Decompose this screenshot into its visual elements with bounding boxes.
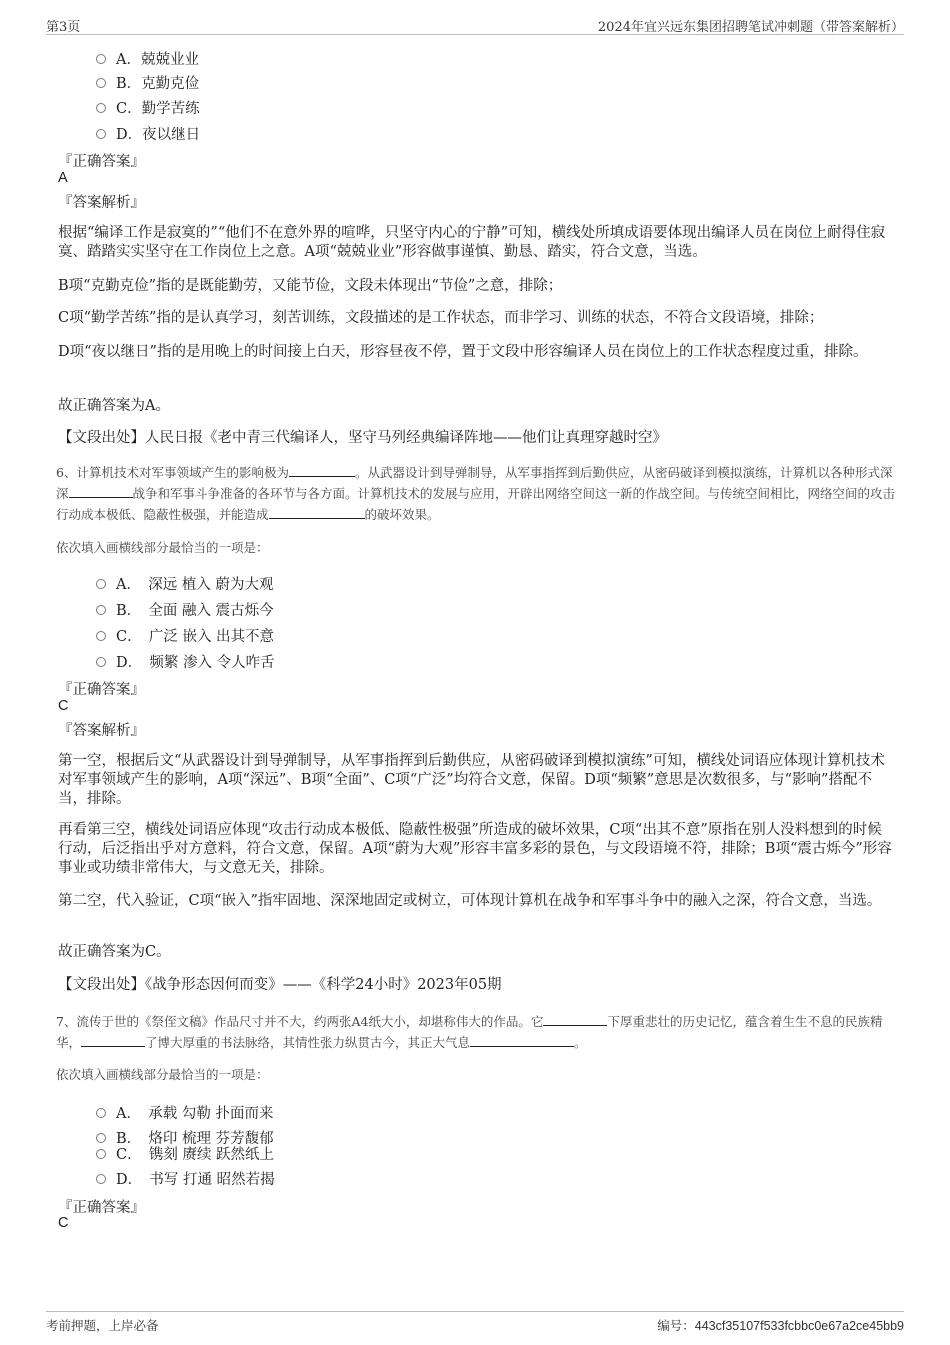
q6-stem: 6、计算机技术对军事领域产生的影响极为 。从武器设计到导弹制导，从军事指挥到后勤供应，从密码破译到模拟演练，计算机以各种形式深深 战争和军事斗争准备的各环节与各方面。计算机技术的发展与应用，开辟出网络空间这一新的作战空间。与传统空间相比，网络空间的攻击行动成本极低、隐蔽性极强，并能造成 的破坏效果。: [56, 462, 900, 525]
fill-blank: [543, 1011, 607, 1026]
q7-option-d[interactable]: D． 书写 打通 昭然若揭: [96, 1168, 275, 1189]
q7-stem: 7、流传于世的《祭侄文稿》作品尺寸并不大，约两张A4纸大小，却堪称伟大的作品。它 下厚重悲壮的历史记忆，蕴含着生生不息的民族精华， 了博大厚重的书法脉络，其情性张力纵贯古今，其正大气息 。: [56, 1011, 900, 1053]
q5-source: 【文段出处】人民日报《老中青三代编译人，坚守马列经典编译阵地——他们让真理穿越时空》: [58, 430, 667, 446]
q6-prompt: 依次填入画横线部分最恰当的一项是：: [56, 540, 269, 555]
q7-prompt: 依次填入画横线部分最恰当的一项是：: [56, 1067, 269, 1082]
fill-blank: [269, 504, 365, 519]
q6-conclusion: 故正确答案为C。: [58, 944, 171, 960]
radio-icon[interactable]: [96, 579, 106, 589]
q5-option-b[interactable]: B．克勤克俭: [96, 72, 199, 93]
radio-icon[interactable]: [96, 1174, 106, 1184]
document-title: 2024年宜兴远东集团招聘笔试冲刺题（带答案解析）: [597, 20, 904, 35]
q6-analysis-label: 『答案解析』: [58, 723, 145, 739]
q5-option-d[interactable]: D．夜以继日: [96, 123, 200, 144]
page-footer: [46, 1311, 904, 1334]
q7-option-b[interactable]: B． 烙印 梳理 芬芳馥郁: [96, 1127, 274, 1148]
q6-analysis-paragraph: 再看第三空，横线处词语应体现“攻击行动成本极低、隐蔽性极强”所造成的破坏效果，C项“出其不意”原指在别人没料想到的时候行动，后泛指出乎对方意料，符合文意，保留。A项“蔚为大观”形容丰富多彩的景色，与文段语境不符，排除；B项“震古烁今”形容事业或功绩非常伟大，与文意无关，排除。: [58, 822, 892, 876]
radio-icon[interactable]: [96, 54, 106, 64]
q5-analysis-paragraph: D项“夜以继日”指的是用晚上的时间接上白天，形容昼夜不停，置于文段中形容编译人员在岗位上的工作状态程度过重，排除。: [58, 344, 868, 360]
radio-icon[interactable]: [96, 103, 106, 113]
q7-option-c[interactable]: C． 镌刻 赓续 跃然纸上: [96, 1143, 274, 1164]
radio-icon[interactable]: [96, 78, 106, 88]
page-number: 第3页: [46, 20, 81, 35]
radio-icon[interactable]: [96, 129, 106, 139]
radio-icon[interactable]: [96, 605, 106, 615]
page-header: [46, 14, 904, 35]
q5-answer: A: [58, 170, 68, 186]
q6-answer-label: 『正确答案』: [58, 682, 145, 698]
q5-option-a[interactable]: A．兢兢业业: [96, 48, 199, 69]
q7-option-a[interactable]: A． 承载 勾勒 扑面而来: [96, 1102, 273, 1123]
fill-blank: [81, 1032, 145, 1047]
radio-icon[interactable]: [96, 1149, 106, 1159]
q6-option-a[interactable]: A． 深远 植入 蔚为大观: [96, 573, 273, 594]
q5-analysis-label: 『答案解析』: [58, 195, 145, 211]
document-id: 编号：443cf35107f533fcbbc0e67a2ce45bb9: [657, 1319, 904, 1333]
q5-answer-label: 『正确答案』: [58, 154, 145, 170]
radio-icon[interactable]: [96, 657, 106, 667]
q5-analysis-paragraph: B项“克勤克俭”指的是既能勤劳，又能节俭，文段未体现出“节俭”之意，排除；: [58, 278, 563, 294]
q6-option-c[interactable]: C． 广泛 嵌入 出其不意: [96, 625, 274, 646]
q5-option-c[interactable]: C．勤学苦练: [96, 97, 200, 118]
q5-analysis-paragraph: C项“勤学苦练”指的是认真学习，刻苦训练，文段描述的是工作状态，而非学习、训练的状态，不符合文段语境，排除；: [58, 310, 824, 326]
fill-blank: [69, 483, 133, 498]
q5-analysis-paragraph: 根据“编译工作是寂寞的”“他们不在意外界的喧哗，只坚守内心的宁静”可知，横线处所填成语要体现出编译人员在岗位上耐得住寂寞、踏踏实实坚守在工作岗位上之意。A项“兢兢业业”形容做事谨慎、勤恳、踏实，符合文意，当选。: [58, 225, 886, 260]
footer-slogan: 考前押题，上岸必备: [46, 1318, 159, 1333]
radio-icon[interactable]: [96, 1108, 106, 1118]
q6-option-d[interactable]: D． 频繁 渗入 令人咋舌: [96, 651, 275, 672]
q5-conclusion: 故正确答案为A。: [58, 398, 170, 414]
fill-blank: [470, 1032, 574, 1047]
q6-answer: C: [58, 698, 69, 714]
q7-answer-label: 『正确答案』: [58, 1200, 145, 1216]
radio-icon[interactable]: [96, 631, 106, 641]
q6-analysis-paragraph: 第一空，根据后文“从武器设计到导弹制导，从军事指挥到后勤供应，从密码破译到模拟演练”可知，横线处词语应体现计算机技术对军事领域产生的影响，A项“深远”、B项“全面”、C项“广泛”均符合文意，保留。D项“频繁”意思是次数很多，与“影响”搭配不当，排除。: [58, 753, 885, 807]
q6-option-b[interactable]: B． 全面 融入 震古烁今: [96, 599, 274, 620]
q6-analysis-paragraph: 第二空，代入验证，C项“嵌入”指牢固地、深深地固定或树立，可体现计算机在战争和军事斗争中的融入之深，符合文意，当选。: [58, 893, 882, 909]
q7-answer: C: [58, 1215, 69, 1231]
q6-source: 【文段出处】《战争形态因何而变》——《科学24小时》2023年05期: [58, 977, 502, 993]
radio-icon[interactable]: [96, 1133, 106, 1143]
fill-blank: [289, 462, 355, 477]
